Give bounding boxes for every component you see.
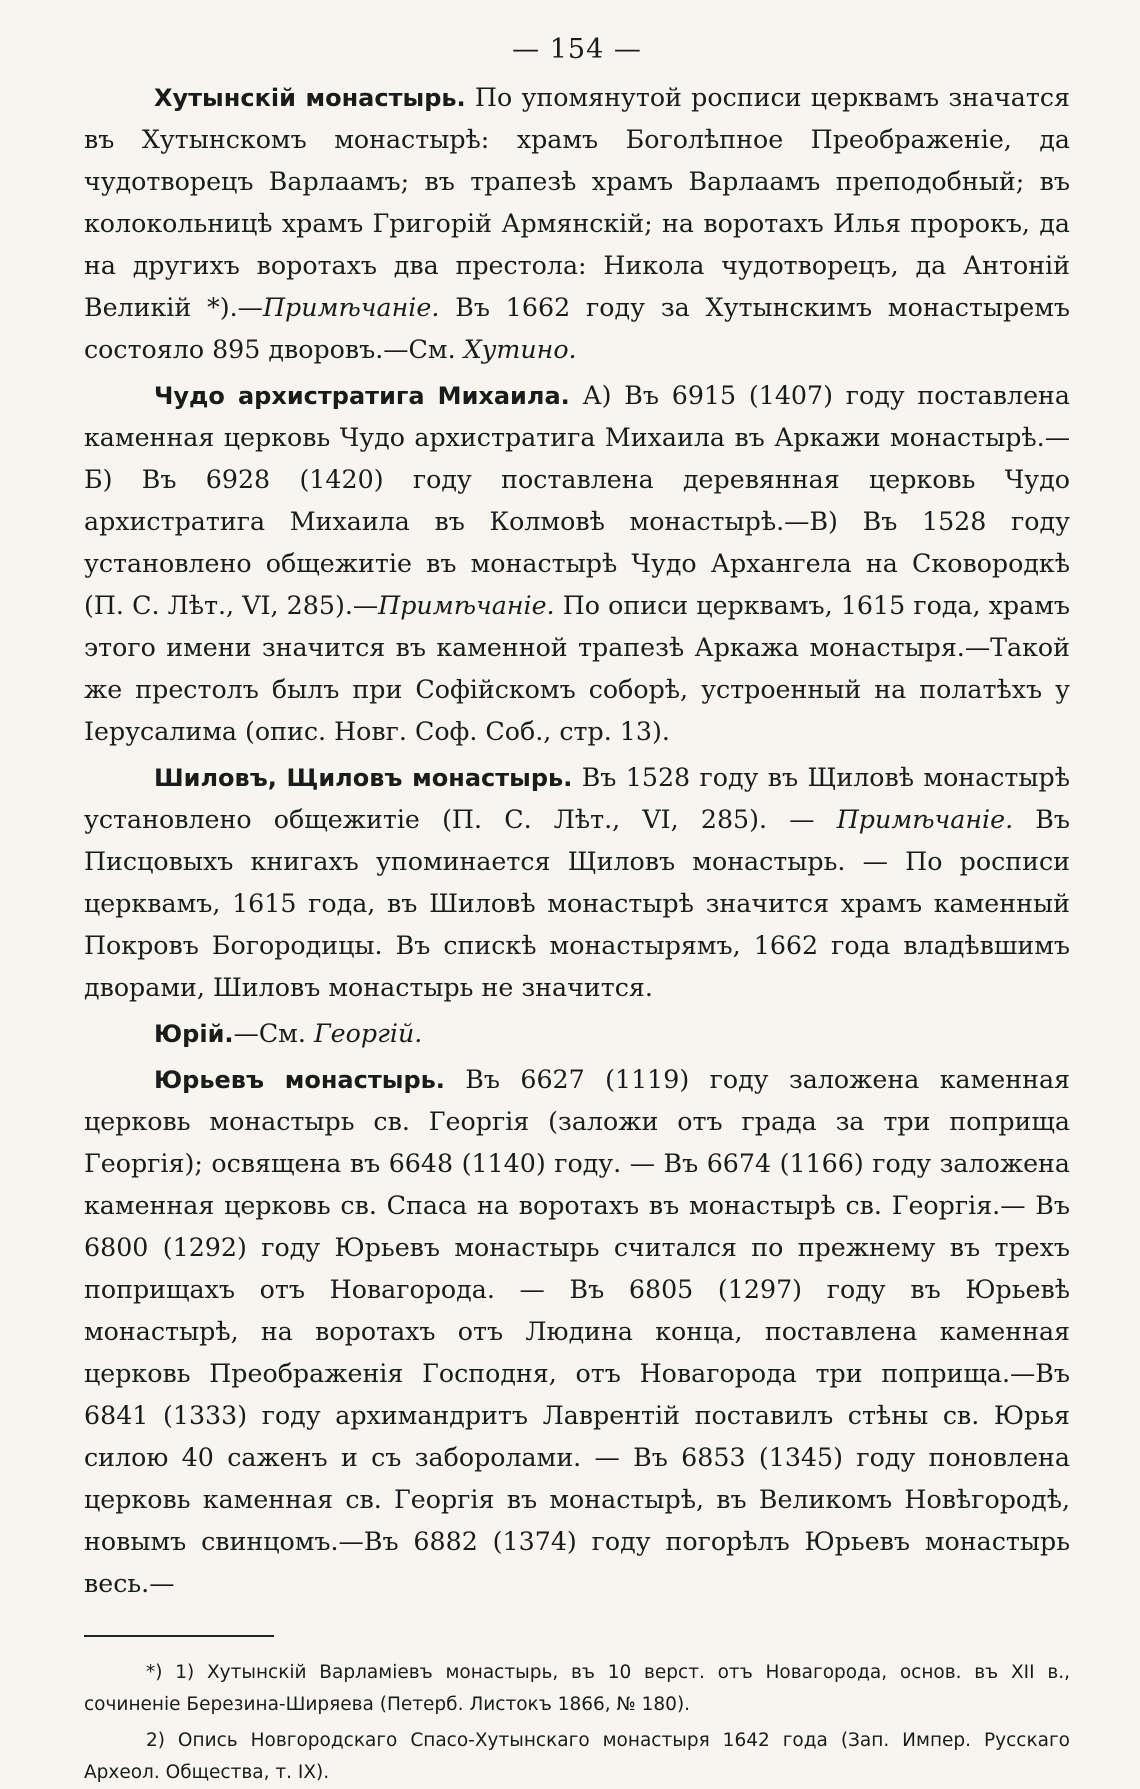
entry-note-label: Примѣчаніе. <box>378 591 555 620</box>
entry-note-label: Примѣчаніе. <box>262 293 440 322</box>
entry-text: Въ Писцовыхъ книгахъ упоминается Щиловъ монастырь. — По росписи церквамъ, 1615 года, въ Шиловѣ монастырѣ значится храмъ каменный Покровъ Богородицы. Въ спискѣ монастырямъ, 1662 года владѣвшимъ дворами, Шиловъ монастырь не значится. <box>84 805 1070 1002</box>
entry-crossref: Георгій. <box>313 1019 423 1048</box>
entry-text: По упомянутой росписи церквамъ значатся въ Хутынскомъ монастырѣ: храмъ Боголѣпное Преображеніе, да чудотворецъ Варлаамъ; въ трапезѣ храмъ Варлаамъ преподобный; въ колокольницѣ храмъ Григорій Армянскій; на воротахъ Илья пророкъ, да на другихъ воротахъ два престола: Никола чудотворецъ, да Антоній Великій *).— <box>84 83 1071 322</box>
entry-heading: Юрьевъ монастырь. <box>154 1066 445 1094</box>
entry-yuriev <box>84 1059 1070 1605</box>
entry-text: Въ 1662 году за Хутынскимъ монастыремъ состояло 895 дворовъ.—См. <box>84 293 1070 364</box>
footnote-1: *) 1) Хутынскій Варламіевъ монастырь, въ 10 верст. отъ Новагорода, основ. въ XII в., сочиненіе Березина-Ширяева (Петерб. Листокъ 1866, № 180). <box>84 1662 1070 1715</box>
entry-text: По описи церквамъ, 1615 года, храмъ этого имени значится въ каменной трапезѣ Аркажа монастыря.—Такой же престолъ былъ при Софійскомъ соборѣ, устроенный на полатѣхъ у Іерусалима (опис. Новг. Соф. Соб., стр. 13). <box>84 591 1070 746</box>
entry-heading: Шиловъ, Щиловъ монастырь. <box>154 764 573 792</box>
entry-text: Въ 1528 году въ Щиловѣ монастырѣ установлено общежитіе (П. С. Лѣт., VI, 285). — <box>84 763 1070 834</box>
footnote-2: 2) Опись Новгородскаго Спасо-Хутынскаго монастыря 1642 года (Зап. Импер. Русскаго Археол. Общества, т. IX). <box>84 1730 1070 1783</box>
entry-khutyn <box>84 77 1070 371</box>
entry-crossref: Хутино. <box>463 335 577 364</box>
entry-heading: Юрій. <box>154 1020 234 1048</box>
entry-note-label: Примѣчаніе. <box>836 805 1014 834</box>
entry-chudo <box>84 375 1070 753</box>
entry-shilov <box>84 757 1070 1009</box>
page-number: — 154 — <box>512 34 642 65</box>
entry-text: Въ 6627 (1119) году заложена каменная церковь монастырь св. Георгія (заложи отъ града за три поприща Георгія); освящена въ 6648 (1140) году. — Въ 6674 (1166) году заложена каменная церковь св. Спаса на воротахъ въ монастырѣ св. Георгія.— Въ 6800 (1292) году Юрьевъ монастырь считался по прежнему въ трехъ поприщахъ отъ Новагорода. — Въ 6805 (1297) году въ Юрьевѣ монастырѣ, на воротахъ отъ Людина конца, поставлена каменная церковь Преображенія Господня, отъ Новагорода три поприща.—Въ 6841 (1333) году архимандритъ Лаврентій поставилъ стѣны св. Юрья силою 40 саженъ и съ заборолами. — Въ 6853 (1345) году поновлена церковь каменная св. Георгія въ монастырѣ, въ Великомъ Новѣгородѣ, новымъ свинцомъ.—Въ 6882 (1374) году погорѣлъ Юрьевъ монастырь весь.— <box>84 1065 1070 1598</box>
entry-yuriy <box>84 1013 1070 1055</box>
entry-heading: Хутынскій монастырь. <box>154 84 466 112</box>
entry-heading: Чудо архистратига Михаила. <box>154 382 570 410</box>
footnote-divider <box>84 1635 274 1637</box>
entry-text: А) Въ 6915 (1407) году поставлена каменная церковь Чудо архистратига Михаила въ Аркажи монастырѣ.—Б) Въ 6928 (1420) году поставлена деревянная церковь Чудо архистратига Михаила въ Колмовѣ монастырѣ.—В) Въ 1528 году установлено общежитіе въ монастырѣ Чудо Архангела на Сковородкѣ (П. С. Лѣт., VI, 285).— <box>84 381 1070 620</box>
entry-text: —См. <box>233 1019 314 1048</box>
